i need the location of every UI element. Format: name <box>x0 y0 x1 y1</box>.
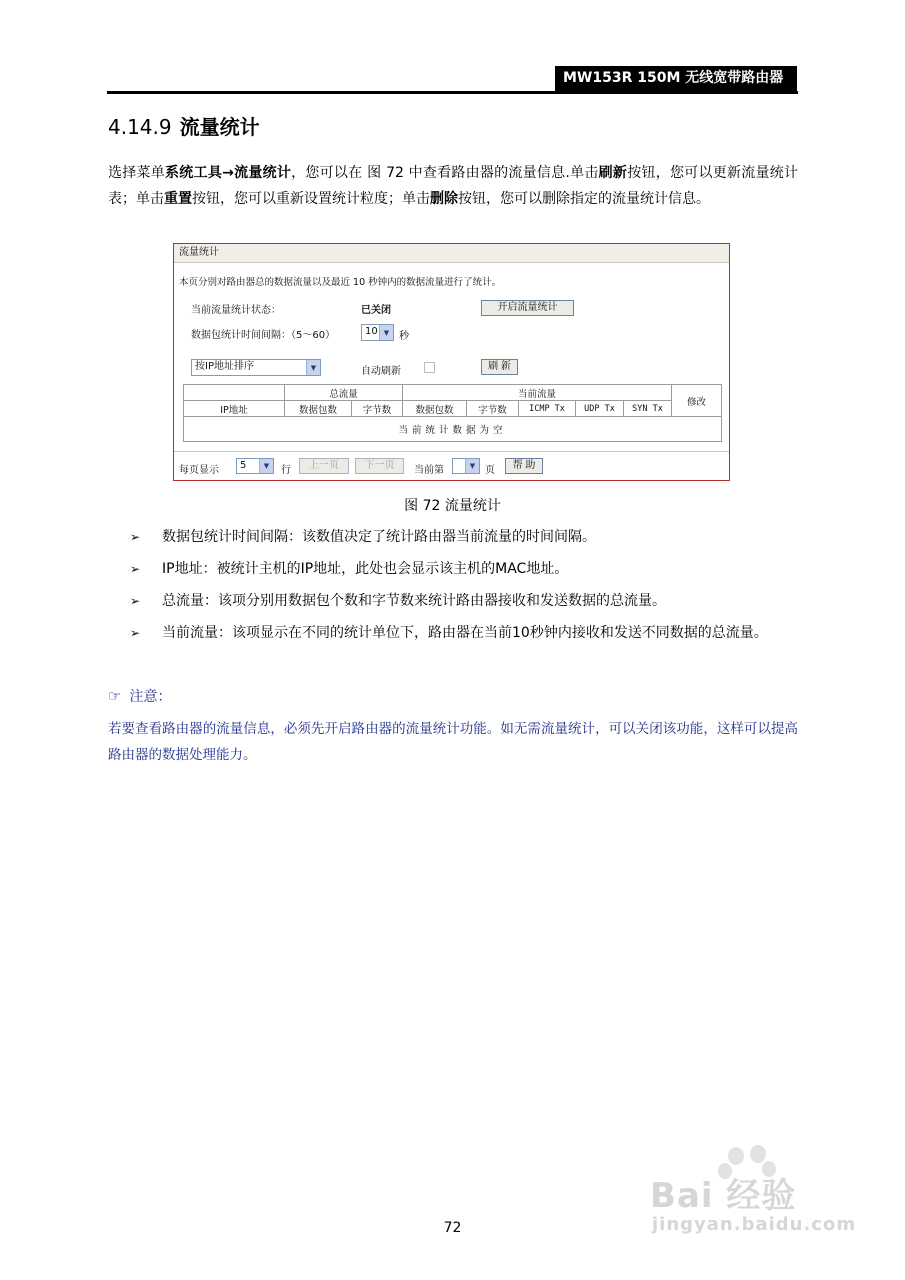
per-page-value: 5 <box>240 460 247 471</box>
page-unit: 页 <box>485 465 495 476</box>
header-total-group: 总流量 <box>285 385 403 401</box>
header-current-bytes: 字节数 <box>467 401 519 417</box>
chevron-down-icon: ▼ <box>259 459 273 473</box>
panel-footer <box>174 451 729 480</box>
enable-stats-button[interactable]: 开启流量统计 <box>481 300 574 316</box>
section-title <box>108 111 260 140</box>
header-syn: SYN Tx <box>624 401 672 417</box>
paw-icon <box>728 1147 744 1165</box>
intro-text-5: 按钮，您可以删除指定的流量统计信息。 <box>458 191 710 207</box>
header-total-packets: 数据包数 <box>285 401 352 417</box>
refresh-button[interactable]: 刷 新 <box>481 359 518 375</box>
bullet-list <box>130 524 800 652</box>
interval-select[interactable] <box>361 324 394 341</box>
interval-unit: 秒 <box>399 331 409 342</box>
header-udp: UDP Tx <box>576 401 624 417</box>
stats-table <box>183 384 722 442</box>
empty-data-message: 当前统计数据为空 <box>184 417 722 442</box>
intro-text-4: 按钮，您可以重新设置统计粒度；单击 <box>192 191 430 207</box>
header-icmp: ICMP Tx <box>519 401 576 417</box>
auto-refresh-checkbox[interactable] <box>424 362 435 373</box>
current-page-select[interactable] <box>452 458 480 474</box>
intro-bold-refresh: 刷新 <box>598 165 628 181</box>
intro-bold-reset: 重置 <box>164 191 192 207</box>
next-page-button[interactable]: 下一页 <box>355 458 404 474</box>
status-value: 已关闭 <box>361 305 391 316</box>
list-item <box>130 556 800 582</box>
chevron-down-icon: ▼ <box>465 459 479 473</box>
watermark-url: jingyan.baidu.com <box>652 1214 857 1235</box>
traffic-stats-panel <box>173 243 730 481</box>
status-label: 当前流量统计状态： <box>191 305 281 316</box>
chevron-down-icon: ▼ <box>306 360 320 375</box>
section-number: 4.14.9 <box>108 115 172 139</box>
per-page-label: 每页显示 <box>179 465 219 476</box>
paw-icon <box>750 1145 766 1163</box>
figure-caption: 图 72 流量统计 <box>404 498 501 514</box>
current-page-label: 当前第 <box>414 465 444 476</box>
intro-text-1: 选择菜单 <box>108 165 166 181</box>
sort-select[interactable] <box>191 359 321 376</box>
note-body: 若要查看路由器的流量信息，必须先开启路由器的流量统计功能。如无需流量统计，可以关闭该功能，这样可以提高路由器的数据处理能力。 <box>108 721 798 763</box>
list-item <box>130 524 800 550</box>
intro-text-2: ，您可以在 图 72 中查看路由器的流量信息.单击 <box>291 165 599 181</box>
chevron-down-icon: ▼ <box>379 325 393 340</box>
bullet-text: 当前流量：该项显示在不同的统计单位下，路由器在当前10秒钟内接收和发送不同数据的总流量。 <box>162 625 768 641</box>
list-item <box>130 620 800 646</box>
header-ip: IP地址 <box>184 401 285 417</box>
interval-value: 10 <box>365 326 378 337</box>
header-current-group: 当前流量 <box>403 385 672 401</box>
header-modify: 修改 <box>672 385 722 417</box>
section-name: 流量统计 <box>179 115 260 139</box>
intro-bold-delete: 删除 <box>430 191 458 207</box>
arrow-bullet-icon: ➢ <box>130 594 141 608</box>
bullet-text: 数据包统计时间间隔：该数值决定了统计路由器当前流量的时间间隔。 <box>162 529 596 545</box>
intro-text-3: 按钮，您可以更新流量统计表；单击 <box>108 165 799 207</box>
bullet-text: IP地址：被统计主机的IP地址，此处也会显示该主机的MAC地址。 <box>162 561 569 577</box>
help-button[interactable]: 帮 助 <box>505 458 543 474</box>
arrow-bullet-icon: ➢ <box>130 530 141 544</box>
bullet-text: 总流量：该项分别用数据包个数和字节数来统计路由器接收和发送数据的总流量。 <box>162 593 666 609</box>
header-rule <box>107 91 798 94</box>
note-heading-text: 注意： <box>129 689 172 705</box>
page-number: 72 <box>443 1220 462 1236</box>
list-item <box>130 588 800 614</box>
panel-description: 本页分别对路由器总的数据流量以及最近 10 秒钟内的数据流量进行了统计。 <box>179 277 502 288</box>
intro-paragraph <box>108 160 798 212</box>
header-blank <box>184 385 285 401</box>
panel-title: 流量统计 <box>174 244 729 263</box>
arrow-bullet-icon: ➢ <box>130 626 141 640</box>
header-product-badge: MW153R 150M 无线宽带路由器 <box>555 66 797 91</box>
header-total-bytes: 字节数 <box>352 401 403 417</box>
watermark-brand: Bai 经验 <box>650 1176 797 1216</box>
interval-label: 数据包统计时间间隔：（5～60） <box>191 330 336 341</box>
intro-bold-menu: 系统工具→流量统计 <box>165 165 292 181</box>
row-unit: 行 <box>281 465 291 476</box>
pointing-hand-icon: ☞ <box>108 687 122 705</box>
per-page-select[interactable] <box>236 458 274 474</box>
note-heading <box>108 686 171 706</box>
prev-page-button[interactable]: 上一页 <box>299 458 349 474</box>
arrow-bullet-icon: ➢ <box>130 562 141 576</box>
sort-value: 按IP地址排序 <box>195 361 254 372</box>
header-current-packets: 数据包数 <box>403 401 467 417</box>
auto-refresh-label: 自动刷新 <box>361 366 401 377</box>
